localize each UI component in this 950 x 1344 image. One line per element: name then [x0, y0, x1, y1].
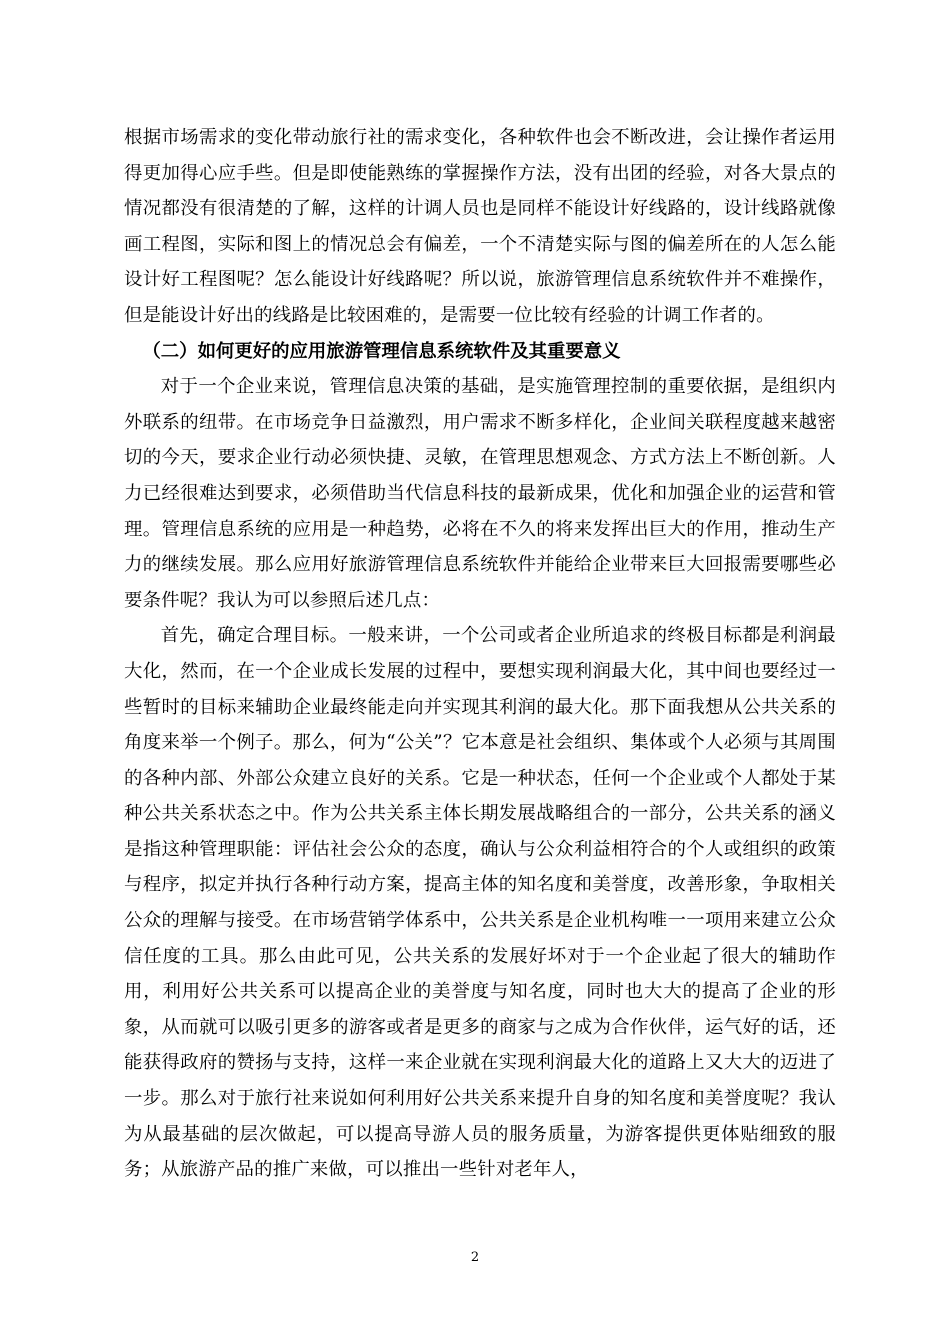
paragraph-continuation: 根据市场需求的变化带动旅行社的需求变化，各种软件也会不断改进，会让操作者运用得更加得心应手些。但是即使能熟练的掌握操作方法，没有出团的经验，对各大景点的情况都没有很清楚的了解，这样的计调人员也是同样不能设计好线路的，设计线路就像画工程图，实际和图上的情况总会有偏差，一个不清楚实际与图的偏差所在的人怎么能设计好工程图呢？怎么能设计好线路呢？所以说，旅游管理信息系统软件并不难操作，但是能设计好出的线路是比较困难的，是需要一位比较有经验的计调工作者的。: [124, 127, 836, 326]
section-heading: （二）如何更好的应用旅游管理信息系统软件及其重要意义: [142, 340, 621, 362]
document-body: [124, 120, 836, 1188]
page-number: 2: [470, 1250, 480, 1265]
paragraph-body: 首先，确定合理目标。一般来讲，一个公司或者企业所追求的终极目标都是利润最大化，然而，在一个企业成长发展的过程中，要想实现利润最大化，其中间也要经过一些暂时的目标来辅助企业最终能走向并实现其利润的最大化。那下面我想从公共关系的角度来举一个例子。那么，何为“公关”？它本意是社会组织、集体或个人必须与其周围的各种内部、外部公众建立良好的关系。它是一种状态，任何一个企业或个人都处于某种公共关系状态之中。作为公共关系主体长期发展战略组合的一部分，公共关系的涵义是指这种管理职能：评估社会公众的态度，确认与公众利益相符合的个人或组织的政策与程序，拟定并执行各种行动方案，提高主体的知名度和美誉度，改善形象，争取相关公众的理解与接受。在市场营销学体系中，公共关系是企业机构唯一一项用来建立公众信任度的工具。那么由此可见，公共关系的发展好坏对于一个企业起了很大的辅助作用，利用好公共关系可以提高企业的美誉度与知名度，同时也大大的提高了企业的形象，从而就可以吸引更多的游客或者是更多的商家与之成为合作伙伴，运气好的话，还能获得政府的赞扬与支持，这样一来企业就在实现利润最大化的道路上又大大的迈进了一步。那么对于旅行社来说如何利用好公共关系来提升自身的知名度和美誉度呢？我认为从最基础的层次做起，可以提高导游人员的服务质量，为游客提供更体贴细致的服务；从旅游产品的推广来做，可以推出一些针对老年人，: [124, 625, 836, 1181]
paragraph-body: 对于一个企业来说，管理信息决策的基础，是实施管理控制的重要依据，是组织内外联系的纽带。在市场竞争日益激烈，用户需求不断多样化，企业间关联程度越来越密切的今天，要求企业行动必须快捷、灵敏，在管理思想观念、方式方法上不断创新。人力已经很难达到要求，必须借助当代信息科技的最新成果，优化和加强企业的运营和管理。管理信息系统的应用是一种趋势，必将在不久的将来发挥出巨大的作用，推动生产力的继续发展。那么应用好旅游管理信息系统软件并能给企业带来巨大回报需要哪些必要条件呢？我认为可以参照后述几点：: [124, 376, 836, 611]
